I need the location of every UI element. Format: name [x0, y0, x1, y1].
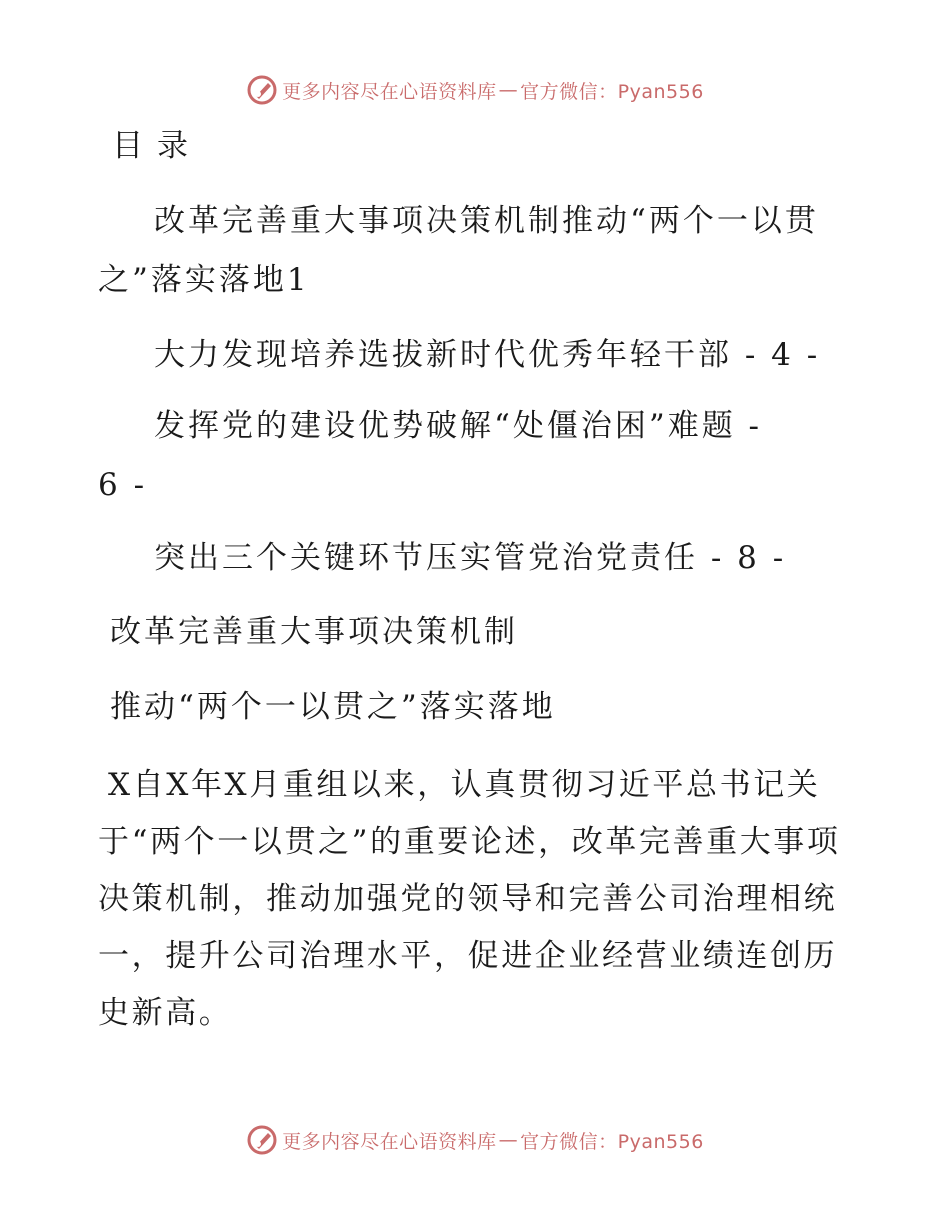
watermark-text: 更多内容尽在心语资料库: [282, 1130, 497, 1153]
toc-item-1-line2[interactable]: 之”落实落地1: [98, 262, 310, 298]
article-body: X自X年X月重组以来，认真贯彻习近平总书记关于“两个一以贯之”的重要论述，改革完善重大事项决策机制，推动加强党的领导和完善公司治理相统一，提升公司治理水平，促进企业经营业绩连创历史新高。: [98, 767, 841, 1031]
toc-item-3-line1[interactable]: 发挥党的建设优势破解“处僵治困”难题 -: [154, 408, 763, 444]
footer-watermark: [0, 1120, 950, 1160]
toc-item-3-line2[interactable]: 6 -: [98, 467, 148, 503]
article-title-line1: 改革完善重大事项决策机制: [110, 614, 518, 650]
watermark-text: 更多内容尽在心语资料库: [282, 80, 497, 103]
toc-item-1-line1[interactable]: 改革完善重大事项决策机制推动“两个一以贯: [154, 203, 819, 239]
watermark-contact: 官方微信：Pyan556: [520, 80, 704, 103]
article-title-line2: 推动“两个一以贯之”落实落地: [110, 689, 556, 725]
toc-label: 目录: [112, 128, 202, 164]
toc-item-4[interactable]: 突出三个关键环节压实管党治党责任 - 8 -: [154, 540, 787, 576]
pen-logo-icon: [246, 1124, 278, 1156]
watermark-contact: 官方微信：Pyan556: [520, 1130, 704, 1153]
watermark-separator: —: [498, 1129, 519, 1151]
header-watermark: [0, 70, 950, 110]
watermark-separator: —: [498, 79, 519, 101]
pen-logo-icon: [246, 74, 278, 106]
toc-item-2[interactable]: 大力发现培养选拔新时代优秀年轻干部 - 4 -: [154, 337, 821, 373]
